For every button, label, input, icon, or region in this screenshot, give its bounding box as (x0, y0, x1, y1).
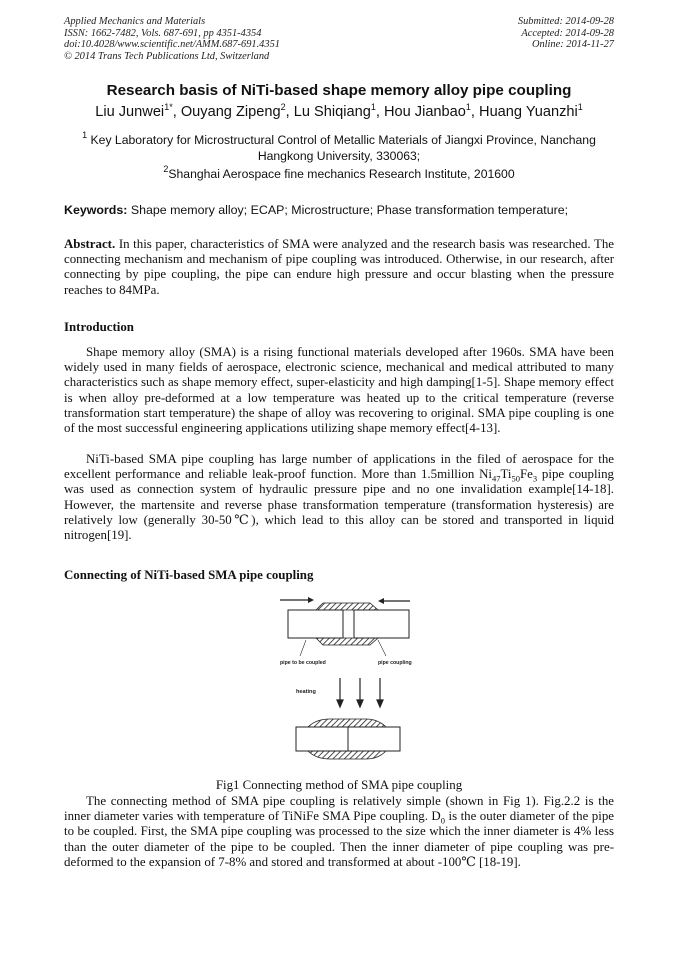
coupling-sleeve-bottom-recovered (308, 751, 386, 759)
coupling-sleeve-top-recovered (308, 719, 386, 727)
author-affiliation-mark: 1 (465, 102, 471, 112)
figure-pipe-coupling-diagram (258, 590, 438, 765)
pipe-right (354, 610, 409, 638)
author-separator: , (172, 104, 181, 120)
text-run: Fe (520, 467, 533, 482)
text-run: The connecting method of SMA pipe coupling is relatively simple (shown in Fig 1). Fig.2.2 is the inner diameter varies with temperature of TiNiFe SMA Pipe coupling. D (64, 794, 614, 824)
pipe-left (288, 610, 343, 638)
keywords (64, 203, 624, 217)
affiliation-mark: 1 (82, 130, 88, 140)
label-pipe-to-be-coupled: pipe to be coupled (280, 660, 326, 666)
paper-title: Research basis of NiTi-based shape memory alloy pipe coupling (106, 82, 572, 99)
subscript: 3 (532, 473, 538, 484)
author-name: Lu Shiqiang (293, 104, 371, 120)
author-name: Ouyang Zipeng (180, 104, 281, 120)
submitted-date: Submitted: 2014-09-28 (517, 16, 614, 27)
keywords-text: Shape memory alloy; ECAP; Microstructure; Phase transformation temperature; (130, 203, 569, 217)
author-name: Liu Junwei (95, 104, 165, 120)
text-run: is the outer diameter of the pipe to be coupled. First, the SMA pipe coupling was processed to the size which the inner diameter is 4% less than the outer diameter of the pipe to be coupled. Then the inner diameter of pipe coupling was pre-deformed to the expansion of 7-8% and stored and transformed at about -100℃ [18-19]. (64, 809, 614, 869)
subscript: 50 (511, 473, 521, 484)
text-run: Ti (500, 467, 512, 482)
affiliation-text: Key Laboratory for Microstructural Control of Metallic Materials of Jiangxi Province, Nanchang Hangkong University, 330063; (90, 133, 596, 163)
coupling-sleeve-bottom (316, 638, 378, 645)
author-affiliation-mark: 1* (164, 102, 173, 112)
journal-info (64, 16, 280, 62)
doi-line: doi:10.4028/www.scientific.net/AMM.687-691.4351 (64, 39, 280, 51)
issn-line: ISSN: 1662-7482, Vols. 687-691, pp 4351-4354 (64, 27, 262, 39)
arrow-right-to-left (378, 598, 410, 604)
intro-paragraph-2 (64, 452, 614, 543)
pipe-left-coupled (296, 727, 348, 751)
text-run: NiTi-based SMA pipe coupling has large number of applications in the filed of aerospace for the excellent performance and reliable leak-proof function. More than 1.5million Ni (64, 452, 614, 482)
submission-dates (518, 16, 614, 51)
affiliation-1 (64, 130, 614, 164)
journal-name: Applied Mechanics and Materials (64, 16, 206, 27)
arrow-left-to-right (280, 597, 314, 603)
subscript: 0 (440, 815, 445, 826)
author-separator: , (470, 104, 480, 120)
section-heading-introduction: Introduction (64, 320, 134, 334)
author-name: Huang Yuanzhi (479, 104, 578, 120)
section-heading-connecting: Connecting of NiTi-based SMA pipe coupling (64, 568, 314, 582)
copyright-line: © 2014 Trans Tech Publications Ltd, Switzerland (64, 50, 270, 62)
subscript: 47 (492, 473, 501, 484)
author-separator: , (285, 104, 294, 120)
affiliation-mark: 2 (163, 164, 169, 174)
author-affiliation-mark: 2 (280, 102, 286, 112)
online-date: Online: 2014-11-27 (531, 39, 614, 51)
author-separator: , (375, 104, 384, 120)
coupling-sleeve-top (316, 603, 378, 610)
label-heating: heating (296, 689, 316, 695)
figure-caption: Fig1 Connecting method of SMA pipe coupling (215, 778, 463, 792)
connecting-paragraph (64, 794, 614, 870)
intro-paragraph-1: Shape memory alloy (SMA) is a rising functional materials developed after 1960s. SMA have been widely used in many fields of aerospace, electronic science, mechanical and medical attributed to many characteristics such as shape memory effect, super-elasticity and high damping[1-5]. Shape memory effect is when alloy pre-deformed at a low temperature was heated up to the critical temperature (reverse transformation start temperature) the shape of alloy was recovering to original. SMA pipe coupling is one of the most successful engineering applications utilizing shape memory effect[4-13]. (64, 345, 614, 436)
label-pipe-coupling: pipe coupling (378, 660, 412, 666)
abstract (64, 237, 614, 298)
text-run: pipe coupling was used as connection system of hydraulic pressure pipe and no one invalidation example[14-18]. However, the martensite and reverse phase transformation temperature (transformation hysteresis) are relatively low (generally 30-50℃), which lead to this alloy can be stored and transported in liquid nitrogen[19]. (64, 467, 615, 543)
abstract-text: In this paper, characteristics of SMA were analyzed and the research basis was researched. The connecting mechanism and mechanism of pipe coupling was introduced. Otherwise, in our research, after connecting by pipe coupling, the pipe can endure high pressure and occur blasting when the pressure reaches to 84MPa. (64, 237, 614, 297)
pipe-right-coupled (348, 727, 400, 751)
affiliation-text: Shanghai Aerospace fine mechanics Research Institute, 201600 (168, 167, 515, 181)
accepted-date: Accepted: 2014-09-28 (521, 27, 614, 39)
affiliation-2 (64, 164, 614, 183)
heating-arrows (337, 678, 383, 707)
author-affiliation-mark: 1 (370, 102, 376, 112)
abstract-label: Abstract. (64, 237, 116, 251)
author-affiliation-mark: 1 (577, 102, 583, 112)
author-name: Hou Jianbao (383, 104, 466, 120)
author-list (30, 104, 648, 120)
keywords-label: Keywords: (64, 203, 128, 217)
